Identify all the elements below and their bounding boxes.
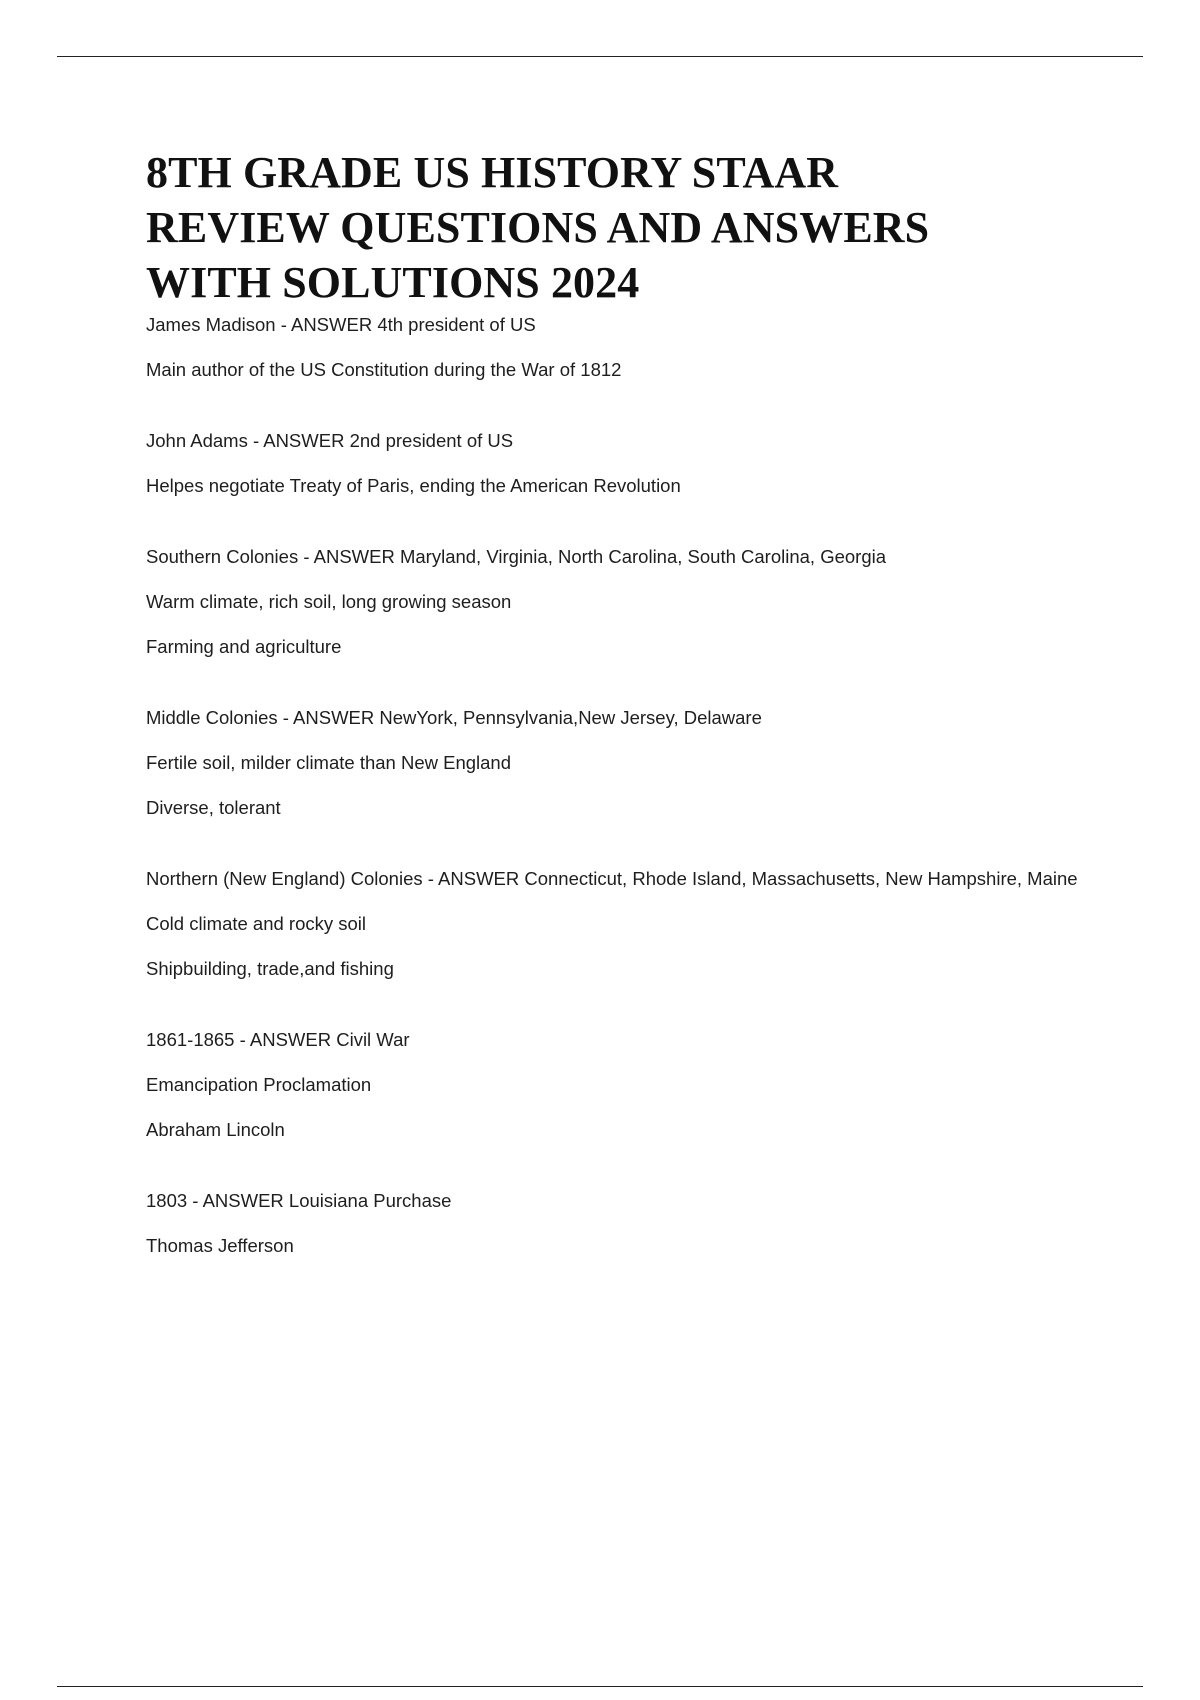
qa-item-james-madison <box>146 311 1096 384</box>
qa-term-line: John Adams - ANSWER 2nd president of US <box>146 430 514 451</box>
qa-item-middle-colonies <box>146 704 1096 822</box>
qa-detail-line: Fertile soil, milder climate than New England <box>146 752 512 773</box>
qa-item-civil-war <box>146 1026 1096 1144</box>
title-line: 8TH GRADE US HISTORY STAAR <box>146 148 839 197</box>
document-title <box>146 145 1096 310</box>
header-rule <box>57 56 1143 57</box>
qa-item-louisiana-purchase <box>146 1187 1096 1260</box>
qa-detail-line: Helpes negotiate Treaty of Paris, ending the American Revolution <box>146 475 681 496</box>
qa-detail-line: Warm climate, rich soil, long growing season <box>146 591 512 612</box>
title-line: WITH SOLUTIONS 2024 <box>146 258 640 307</box>
qa-item-northern-colonies <box>146 865 1096 983</box>
document-body <box>146 145 1096 1303</box>
qa-detail-line: Farming and agriculture <box>146 636 342 657</box>
qa-term-line: Middle Colonies - ANSWER NewYork, Pennsylvania,New Jersey, Delaware <box>146 707 762 728</box>
qa-term-line: 1803 - ANSWER Louisiana Purchase <box>146 1190 452 1211</box>
qa-detail-line: Abraham Lincoln <box>146 1119 285 1140</box>
qa-term-line: Southern Colonies - ANSWER Maryland, Virginia, North Carolina, South Carolina, Georgia <box>146 546 887 567</box>
qa-list <box>146 311 1096 1260</box>
qa-detail-line: Thomas Jefferson <box>146 1235 294 1256</box>
title-line: REVIEW QUESTIONS AND ANSWERS <box>146 203 930 252</box>
qa-term-line: Northern (New England) Colonies - ANSWER Connecticut, Rhode Island, Massachusetts, New Hampshire, Maine <box>146 868 1078 889</box>
qa-detail-line: Shipbuilding, trade,and fishing <box>146 958 394 979</box>
footer-rule <box>57 1686 1143 1687</box>
qa-item-john-adams <box>146 427 1096 500</box>
qa-item-southern-colonies <box>146 543 1096 661</box>
qa-detail-line: Emancipation Proclamation <box>146 1074 372 1095</box>
qa-detail-line: Main author of the US Constitution during the War of 1812 <box>146 359 622 380</box>
qa-detail-line: Cold climate and rocky soil <box>146 913 367 934</box>
qa-term-line: 1861-1865 - ANSWER Civil War <box>146 1029 410 1050</box>
qa-detail-line: Diverse, tolerant <box>146 797 281 818</box>
qa-term-line: James Madison - ANSWER 4th president of US <box>146 314 536 335</box>
